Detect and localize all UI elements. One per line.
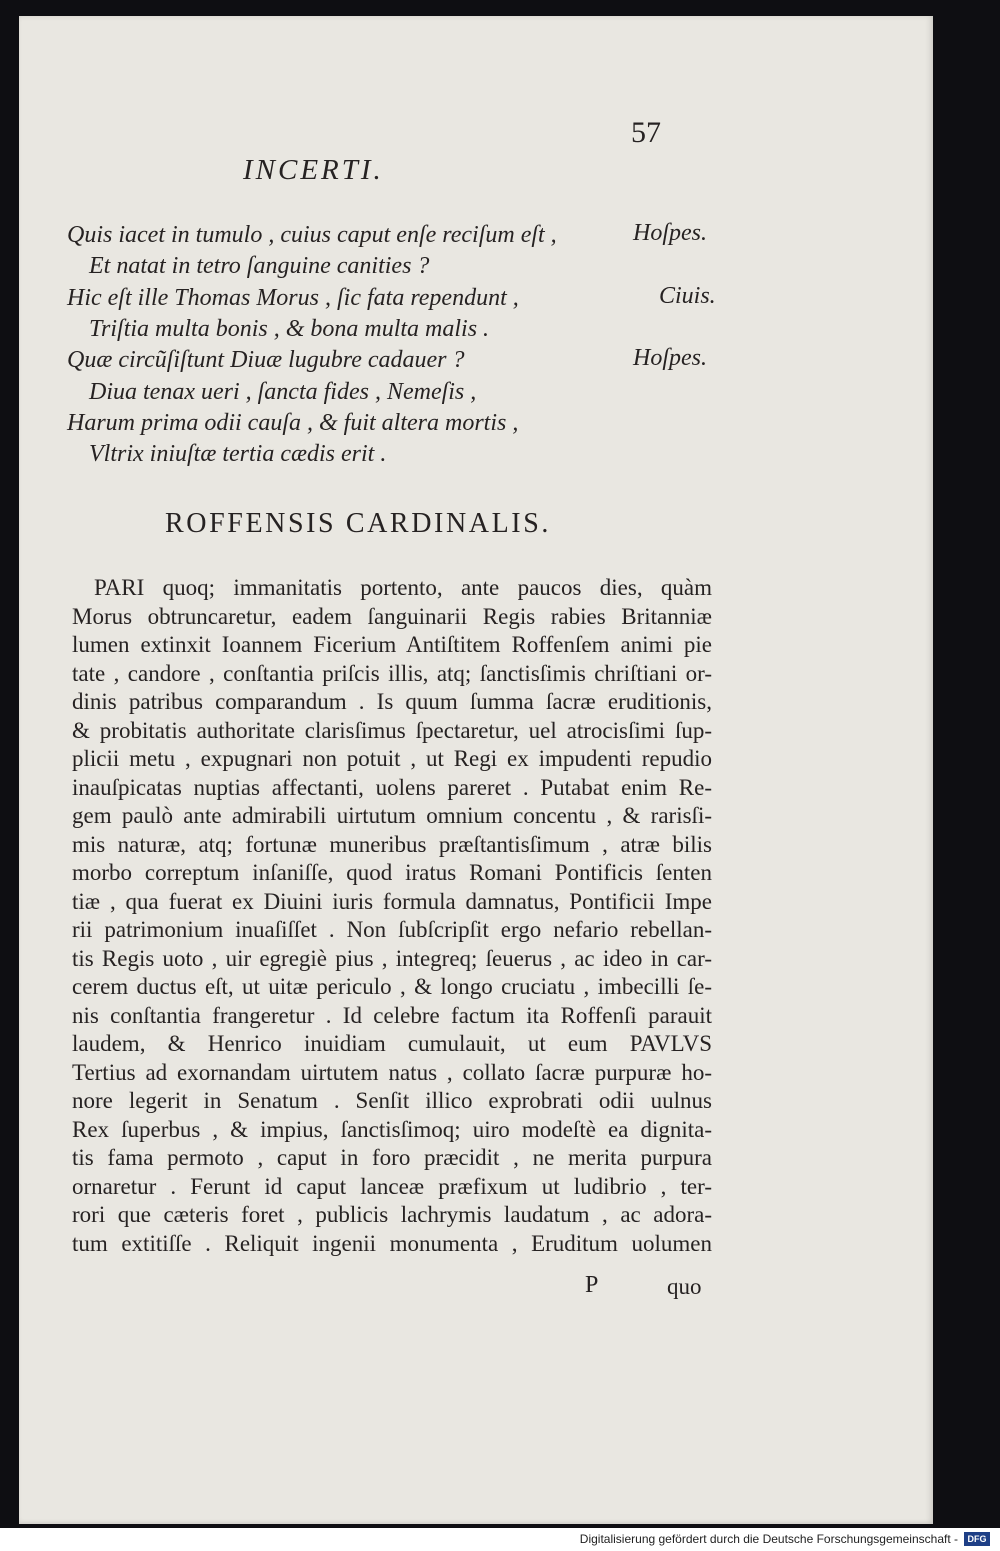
prose-line: ornaretur . Ferunt id caput lanceæ præfixum ut ludibrio , ter-	[72, 1173, 712, 1199]
page-number: 57	[631, 116, 661, 149]
verse-line: Triſtia multa bonis , & bona multa malis .	[89, 315, 490, 342]
catchword: quo	[667, 1274, 702, 1299]
prose-line: inauſpicatas nuptias affectanti, uolens pareret . Putabat enim Re-	[72, 774, 712, 800]
prose-line: nore legerit in Senatum . Senſit illico exprobrati odii uulnus	[72, 1088, 712, 1113]
signature-mark: P	[585, 1272, 599, 1298]
prose-line: gem paulò ante admirabili uirtutum omnium concentu , & rarisſi-	[72, 803, 712, 828]
prose-paragraph	[72, 574, 712, 1258]
prose-line: tis fama permoto , caput in foro præcidit , ne merita purpura	[72, 1145, 712, 1170]
prose-line: dinis patribus comparandum . Is quum ſumma ſacræ eruditionis,	[72, 689, 712, 714]
prose-line: tate , candore , conſtantia priſcis illis, atq; ſanctisſimis chriſtiani or-	[72, 660, 712, 686]
prose-line: Morus obtruncaretur, eadem ſanguinarii Regis rabies Britanniæ	[72, 603, 712, 629]
verse-line: Quæ circũſiſtunt Diuæ lugubre cadauer ?	[67, 347, 465, 374]
prose-line: rii patrimonium inuaſiſſet . Non ſubſcripſit ergo nefario rebellan-	[72, 917, 712, 942]
verse-line: Hic eſt ille Thomas Morus , ſic fata rependunt ,	[67, 284, 519, 311]
prose-line: morbo correptum inſaniſſe, quod iratus Romani Pontificis ſenten	[72, 860, 712, 885]
footer-bar	[0, 1528, 1000, 1551]
verse-line: Diua tenax ueri , ſancta fides , Nemeſis ,	[89, 378, 477, 405]
prose-line: lumen extinxit Ioannem Ficerium Antiſtitem Roffenſem animi pie	[72, 632, 712, 657]
prose-line: rori que cæteris foret , publicis lachrymis laudatum , ac adora-	[72, 1202, 712, 1227]
book-page	[19, 16, 933, 1524]
prose-line: tis Regis uoto , uir egregiè pius , integreq; ſeuerus , ac ideo in car-	[72, 945, 712, 971]
prose-line: PARI quoq; immanitatis portento, ante paucos dies, quàm	[94, 575, 712, 600]
verse-speaker: Ciuis.	[659, 282, 716, 309]
prose-line: nis conſtantia frangeretur . Id celebre factum ita Roffenſi parauit	[72, 1002, 712, 1028]
prose-line: mis naturæ, atq; fortunæ muneribus præſtantisſimum , atræ bilis	[72, 831, 712, 857]
section-heading-roffensis: ROFFENSIS CARDINALIS.	[165, 508, 551, 539]
prose-line: Tertius ad exornandam uirtutem natus , collato ſacræ purpuræ ho-	[72, 1059, 712, 1085]
section-heading-incerti: INCERTI.	[243, 154, 384, 186]
prose-line: tum extitiſſe . Reliquit ingenii monumenta , Eruditum uolumen	[72, 1230, 712, 1256]
prose-line: Rex ſuperbus , & impius, ſanctisſimoq; uiro modeſtè ea dignita-	[72, 1116, 712, 1142]
verse-line: Et natat in tetro ſanguine canities ?	[89, 253, 430, 280]
verse-line: Harum prima odii cauſa , & fuit altera mortis ,	[67, 409, 519, 436]
verse-line: Vltrix iniuſtæ tertia cædis erit .	[89, 441, 387, 468]
prose-line: & probitatis authoritate clarisſimus ſpectaretur, uel atrocisſimi ſup-	[72, 717, 712, 743]
footer-credit-text: Digitalisierung gefördert durch die Deutsche Forschungsgemeinschaft -	[579, 1532, 958, 1546]
dfg-logo-icon: DFG	[964, 1532, 990, 1546]
prose-line: laudem, & Henrico inuidiam cumulauit, ut eum PAVLVS	[72, 1031, 712, 1056]
prose-line: cerem ductus eſt, ut uitæ periculo , & longo cruciatu , imbecilli ſe-	[72, 974, 712, 999]
prose-line: plicii metu , expugnari non potuit , ut Regi ex impudenti repudio	[72, 746, 712, 771]
verse-speaker: Hoſpes.	[633, 220, 707, 246]
verse-speaker: Hoſpes.	[633, 345, 707, 372]
verse-line: Quis iacet in tumulo , cuius caput enſe reciſum eſt ,	[67, 222, 557, 248]
prose-line: tiæ , qua fuerat ex Diuini iuris formula damnatus, Pontificii Impe	[72, 888, 712, 914]
